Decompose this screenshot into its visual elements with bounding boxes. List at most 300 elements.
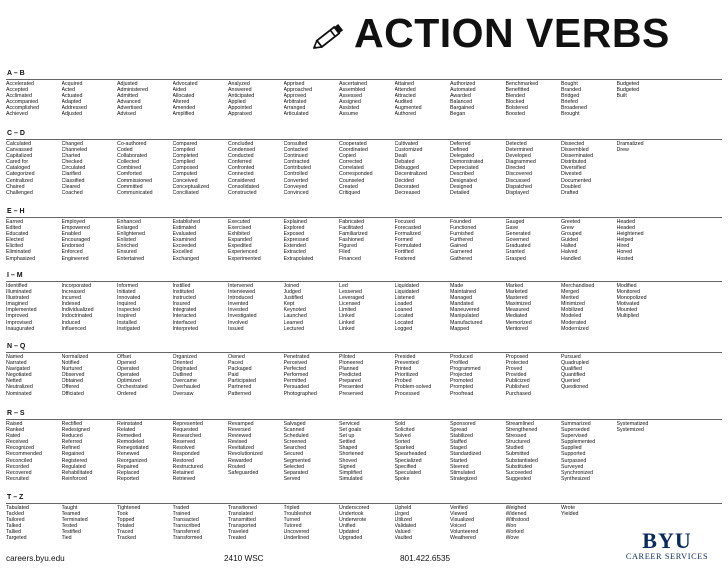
verb-item: Increased (61, 289, 85, 296)
verb-item: Measured (505, 307, 530, 314)
verb-item: Represented (172, 421, 203, 427)
verb-item: Grouped (561, 231, 582, 238)
verb-column (395, 81, 451, 118)
verb-item: Solicited (394, 427, 415, 434)
verb-column (561, 421, 617, 482)
verb-column (173, 81, 229, 118)
verb-item: Dispatched (505, 183, 532, 190)
verb-item: Obtained (61, 378, 83, 385)
verb-item: Participated (228, 378, 256, 385)
verb-item: Balanced (450, 99, 473, 106)
verb-item: Tripled (283, 505, 300, 511)
verb-column (62, 141, 118, 196)
verb-item: Standardized (450, 451, 482, 458)
verb-item: Entertained (117, 255, 145, 262)
verb-item: Paced (228, 360, 244, 367)
verb-item: Introduced (228, 295, 254, 302)
verb-item: Ordered (117, 390, 137, 397)
verb-item: Conceptualized (172, 183, 210, 190)
verb-item: Enhanced (117, 219, 141, 225)
verb-item: Substituted (505, 463, 533, 470)
verb-item: Authorized (450, 81, 476, 87)
verb-item: Displayed (505, 189, 529, 196)
verb-item: Compiled (172, 147, 195, 154)
section-e-h (6, 208, 722, 262)
verb-item: Supported (561, 451, 586, 458)
verb-item: Considered (228, 177, 256, 184)
verb-item: Helped (616, 237, 634, 244)
verb-item: Nurtured (61, 366, 83, 373)
verb-item: Amended (172, 105, 196, 112)
verb-column (6, 81, 62, 118)
verb-item: Enlisted (117, 237, 136, 244)
verb-item: Bargained (450, 105, 475, 112)
verb-item: Transferred (172, 529, 200, 536)
verb-item: Prevented (394, 360, 419, 367)
verb-item: Worked (505, 529, 524, 536)
verb-item: Defined (450, 147, 469, 154)
verb-item: Demonstrated (450, 159, 484, 166)
byu-logo-text: BYU (642, 528, 692, 553)
verb-item: Canvassed (6, 147, 33, 154)
verb-item: Initiated (117, 289, 136, 296)
verb-item: Automated (450, 87, 476, 94)
verb-item: Transacted (172, 517, 199, 524)
verb-item: Pursued (561, 354, 581, 360)
verb-item: Netted (6, 378, 22, 385)
verb-item: Designed (450, 183, 473, 190)
verb-item: Linked (339, 319, 355, 326)
verb-item: Replaced (117, 469, 140, 476)
verb-item: Reviewed (228, 433, 252, 440)
verb-item: Built (616, 93, 627, 100)
verb-item: Leveraged (339, 295, 365, 302)
verb-item: Safeguarded (228, 469, 259, 476)
verb-item: Minimized (561, 301, 585, 308)
verb-item: Indexed (61, 301, 81, 308)
verb-column (617, 283, 673, 332)
verb-column (117, 421, 173, 482)
verb-item: Wrote (561, 505, 576, 511)
verb-item: Focused (394, 219, 415, 225)
verb-item: Calculated (6, 141, 32, 147)
verb-item: Advertised (117, 105, 143, 112)
verb-item: Cleared (61, 183, 81, 190)
verb-item: Testified (61, 529, 81, 536)
section-label: R – S (7, 410, 25, 417)
section-divider (6, 217, 722, 218)
verb-item: Responded (172, 451, 200, 458)
verb-item: Underwrote (339, 517, 367, 524)
verb-item: Addressed (61, 105, 87, 112)
verb-item: Combined (117, 165, 142, 172)
verb-item: Filed (339, 249, 351, 256)
verb-item: Stimulated (450, 469, 476, 476)
verb-item: Decorated (394, 183, 419, 190)
verb-item: Actuated (61, 93, 83, 100)
verb-item: Approved (283, 93, 307, 100)
section-divider (6, 352, 722, 353)
verb-item: Directed (505, 165, 526, 172)
verb-item: Transported (228, 523, 257, 530)
verb-column (62, 421, 118, 482)
verb-item: Exercised (228, 225, 252, 232)
verb-item: Pioneered (339, 360, 364, 367)
verb-item: Studied (505, 445, 524, 452)
verb-item: Linked (339, 325, 355, 332)
verb-item: Preserved (339, 390, 364, 397)
verb-column (506, 421, 562, 482)
verb-columns (6, 81, 722, 118)
verb-item: Drew (616, 147, 629, 154)
verb-column (173, 219, 229, 262)
verb-item: Topped (117, 517, 135, 524)
verb-item: Publicized (505, 378, 530, 385)
verb-item: Accelerated (6, 81, 34, 87)
section-c-d (6, 130, 722, 196)
verb-item: Benchmarked (505, 81, 539, 87)
verb-item: Salvaged (283, 421, 306, 427)
verb-item: Chaired (6, 183, 25, 190)
section-label: I – M (7, 272, 23, 279)
verb-item: Rectified (61, 421, 83, 427)
verb-item: Visualized (450, 517, 475, 524)
verb-item: Revamped (228, 421, 254, 427)
verb-item: Formulated (394, 243, 422, 250)
verb-item: Solved (394, 433, 411, 440)
verb-item: Turned (283, 517, 301, 524)
verb-column (117, 141, 173, 196)
verb-item: Created (339, 183, 358, 190)
verb-item: Contracted (283, 159, 310, 166)
verb-item: Speculated (394, 469, 422, 476)
verb-item: Recruited (6, 475, 29, 482)
verb-item: Shaped (339, 445, 358, 452)
verb-item: Decentralized (394, 171, 427, 178)
verb-item: Vaulted (394, 535, 413, 542)
verb-item: Proofread (450, 390, 474, 397)
verb-item: Tightened (117, 505, 141, 511)
verb-item: Inaugurated (6, 325, 35, 332)
verb-item: Separated (283, 469, 308, 476)
verb-item: Acted (61, 87, 76, 94)
verb-item: Empowered (61, 225, 90, 232)
verb-item: Connected (228, 171, 254, 178)
verb-item: Led (339, 283, 348, 289)
verb-column (339, 81, 395, 118)
verb-item: Coached (61, 189, 83, 196)
verb-column (6, 421, 62, 482)
verb-item: Composed (172, 165, 199, 172)
verb-item: Benefitted (505, 87, 530, 94)
verb-item: Voiced (450, 523, 466, 530)
verb-item: Interacted (172, 313, 197, 320)
verb-column (284, 421, 340, 482)
verb-item: Formalized (394, 231, 421, 238)
verb-item: Inspected (117, 307, 140, 314)
verb-item: Consulted (283, 141, 308, 147)
verb-item: Expressed (283, 237, 309, 244)
verb-item: Published (505, 384, 529, 391)
verb-item: Viewed (450, 511, 468, 518)
verb-item: Modified (616, 283, 637, 289)
verb-column (339, 505, 395, 542)
verb-column (506, 283, 562, 332)
verb-item: Advised (117, 111, 136, 118)
verb-item: Strategized (450, 475, 477, 482)
verb-item: Regulated (61, 463, 86, 470)
verb-item: Mounted (616, 307, 638, 314)
verb-item: Individualized (61, 307, 94, 314)
verb-item: Applied (228, 99, 246, 106)
verb-item: Interpreted (172, 325, 199, 332)
verb-item: Produced (450, 354, 473, 360)
verb-item: Utilized (394, 517, 412, 524)
verb-column (228, 81, 284, 118)
verb-item: Spread (450, 427, 468, 434)
verb-item: Fabricated (339, 219, 365, 225)
section-i-m (6, 272, 722, 332)
verb-item: Profiled (450, 360, 468, 367)
verb-item: Specialized (394, 457, 422, 464)
verb-item: Merited (561, 295, 579, 302)
verb-item: Modernized (561, 325, 589, 332)
footer-website[interactable]: careers.byu.edu (6, 554, 65, 563)
verb-item: Perfected (283, 366, 307, 373)
verb-item: Mastered (505, 295, 528, 302)
verb-item: Qualified (561, 366, 582, 373)
verb-item: Advocated (172, 81, 198, 87)
verb-item: Refined (61, 445, 80, 452)
verb-item: Neutralized (6, 384, 33, 391)
verb-item: Transmitted (228, 517, 256, 524)
verb-item: Terminated (61, 517, 88, 524)
verb-item: Induced (61, 319, 81, 326)
verb-item: Inquired (117, 301, 137, 308)
verb-item: Scheduled (283, 433, 309, 440)
verb-item: Presented (339, 384, 364, 391)
verb-item: Rated (6, 433, 21, 440)
verb-item: Doubled (561, 183, 581, 190)
verb-column (395, 421, 451, 482)
verb-item: Located (394, 319, 414, 326)
verb-item: Debated (394, 159, 415, 166)
verb-item: Manipulated (450, 313, 479, 320)
verb-item: Reported (117, 475, 139, 482)
verb-item: Negotiated (6, 372, 32, 379)
verb-item: Streamlined (505, 421, 534, 427)
verb-item: Instilled (172, 283, 191, 289)
verb-item: Debugged (394, 165, 419, 172)
verb-item: Figured (339, 243, 357, 250)
verb-item: Supplemented (561, 439, 596, 446)
verb-item: Structured (505, 439, 530, 446)
verb-item: Detected (505, 141, 527, 147)
verb-item: Mentored (505, 325, 528, 332)
verb-item: Weathered (450, 535, 476, 542)
verb-item: Located (394, 313, 414, 320)
verb-item: Manufactured (450, 319, 483, 326)
verb-item: Enlightened (117, 231, 145, 238)
verb-item: Tracked (117, 535, 136, 542)
verb-column (6, 283, 62, 332)
verb-item: Managed (450, 295, 473, 302)
verb-item: Compared (172, 141, 198, 147)
verb-item: Set up (339, 433, 355, 440)
page-title: ACTION VERBS (354, 10, 670, 56)
verb-item: Requested (172, 427, 199, 434)
verb-item: Loaned (394, 307, 413, 314)
verb-column (395, 219, 451, 262)
verb-item: Spoke (394, 475, 410, 482)
verb-item: Served (283, 475, 301, 482)
verb-item: Simulated (339, 475, 363, 482)
verb-column (284, 354, 340, 397)
verb-item: Took (117, 511, 129, 518)
verb-item: Blocked (505, 99, 525, 106)
verb-item: Strengthened (505, 427, 538, 434)
verb-item: Researched (172, 433, 202, 440)
verb-item: Synchronized (561, 469, 594, 476)
verb-item: Investigated (228, 313, 257, 320)
verb-item: Wove (505, 535, 519, 542)
verb-item: Sorted (394, 439, 411, 446)
verb-item: Garnered (450, 249, 473, 256)
verb-item: Invented (228, 301, 249, 308)
verb-item: Restored (172, 457, 194, 464)
section-divider (6, 281, 722, 282)
verb-item: Set goals (339, 427, 362, 434)
section-label: E – H (7, 208, 25, 215)
verb-column (561, 219, 617, 262)
verb-item: Succeeded (505, 469, 533, 476)
verb-item: Observed (61, 372, 85, 379)
verb-column (62, 219, 118, 262)
verb-column (506, 141, 562, 196)
verb-item: Mapped (450, 325, 470, 332)
verb-item: Centralized (6, 177, 33, 184)
verb-item: Concluded (228, 141, 254, 147)
verb-item: Printed (394, 366, 412, 373)
verb-item: Challenged (6, 189, 33, 196)
verb-item: Judged (283, 289, 301, 296)
verb-item: Retrieved (172, 475, 196, 482)
verb-column (450, 219, 506, 262)
verb-item: Systematized (616, 421, 649, 427)
verb-item: Unified (339, 523, 356, 530)
verb-item: Recovered (6, 469, 32, 476)
verb-item: Arbitrated (283, 99, 307, 106)
verb-item: Budgeted (616, 87, 640, 94)
verb-item: Founded (450, 219, 471, 225)
verb-item: Recommended (6, 451, 42, 458)
verb-column (228, 354, 284, 397)
verb-item: Explained (283, 219, 307, 225)
verb-column (173, 421, 229, 482)
verb-item: Yielded (561, 511, 579, 518)
verb-item: Organized (172, 354, 197, 360)
verb-column (228, 141, 284, 196)
verb-item: Talked (6, 523, 22, 530)
section-divider (6, 419, 722, 420)
verb-column (62, 283, 118, 332)
verb-item: Furthered (450, 237, 473, 244)
verb-item: Proved (505, 366, 523, 373)
verb-item: Coded (117, 147, 133, 154)
verb-item: Assisted (339, 105, 360, 112)
verb-item: Contacted (283, 147, 308, 154)
verb-item: Searched (283, 445, 307, 452)
verb-column (395, 283, 451, 332)
verb-item: Underlined (283, 535, 310, 542)
verb-item: Persuaded (283, 384, 310, 391)
verb-item: Answered (228, 87, 252, 94)
verb-item: Recognized (6, 445, 34, 452)
verb-item: Urged (394, 511, 409, 518)
verb-item: Overhauled (172, 384, 200, 391)
verb-item: Enabled (61, 231, 81, 238)
verb-item: Imagined (6, 301, 28, 308)
verb-item: Constructed (228, 189, 257, 196)
verb-item: Performed (283, 372, 309, 379)
verb-item: Transitioned (228, 505, 257, 511)
verb-column (339, 219, 395, 262)
verb-item: Overcame (172, 378, 197, 385)
verb-item: Gained (450, 243, 468, 250)
verb-item: Lessened (339, 289, 362, 296)
verb-item: Suggested (505, 475, 531, 482)
verb-item: Illuminated (6, 289, 32, 296)
verb-item: Classified (61, 177, 85, 184)
verb-item: Liquidated (394, 283, 419, 289)
verb-item: Transcribed (172, 523, 201, 530)
verb-item: Assessed (339, 93, 362, 100)
verb-column (173, 141, 229, 196)
verb-column (506, 505, 562, 542)
verb-item: Briefed (561, 99, 578, 106)
verb-item: Eliminated (6, 249, 31, 256)
verb-item: Totaled (117, 523, 135, 530)
verb-column (228, 283, 284, 332)
verb-item: Tailored (6, 517, 25, 524)
verb-item: Issued (228, 325, 244, 332)
verb-item: Instructed (172, 295, 196, 302)
verb-item: Tested (61, 523, 78, 530)
verb-item: Attained (394, 81, 414, 87)
verb-item: Traded (172, 505, 190, 511)
verb-item: Capitalized (6, 153, 33, 160)
verb-item: Commissioned (117, 177, 153, 184)
section-divider (6, 503, 722, 504)
verb-item: Logged (394, 325, 413, 332)
verb-item: Restructured (172, 463, 203, 470)
verb-item: Merged (561, 289, 579, 296)
verb-item: Counseled (339, 177, 365, 184)
verb-item: Broadened (561, 105, 587, 112)
verb-item: Invested (228, 307, 249, 314)
verb-column (173, 283, 229, 332)
verb-item: Analyzed (228, 81, 250, 87)
verb-item: Problem-solved (394, 384, 432, 391)
verb-item: Conferred (228, 159, 252, 166)
verb-item: Adjusted (61, 111, 83, 118)
verb-item: Cataloged (6, 165, 31, 172)
verb-item: Marked (505, 283, 524, 289)
verb-item: Updated (339, 529, 360, 536)
verb-item: Remodeled (117, 439, 145, 446)
verb-item: Endorsed (61, 243, 85, 250)
verb-column (617, 421, 673, 482)
